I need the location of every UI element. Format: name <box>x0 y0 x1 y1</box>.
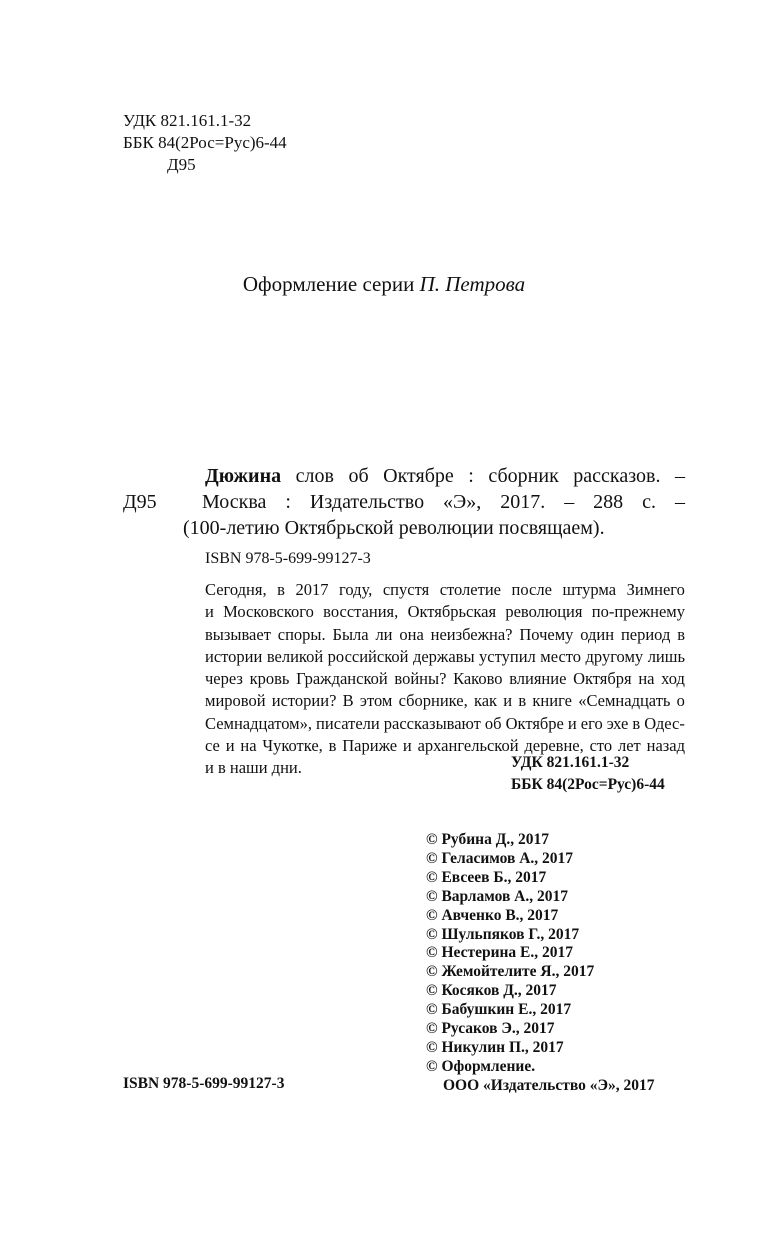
annotation-word: в <box>518 691 527 711</box>
annotation-word: ли <box>375 624 393 644</box>
isbn-bottom: ISBN 978-5-699-99127-3 <box>123 1075 285 1092</box>
annotation-word: спустя <box>382 580 430 599</box>
annotation-word: лишь <box>647 646 685 666</box>
annotation-word: Была <box>332 624 369 644</box>
copyright-line: © Шульпяков Г., 2017 <box>426 925 580 943</box>
annotation-word: штурма <box>562 580 617 599</box>
annotation-line <box>205 668 685 690</box>
annotation-word: восстания, <box>323 602 399 622</box>
annotation-word: Почему <box>519 624 574 644</box>
annotation-word: сборнике, <box>398 691 468 711</box>
annotation-word: Семнадцатом», <box>205 713 312 733</box>
annotation-word: и <box>503 691 513 711</box>
annotation-word: период <box>620 624 671 644</box>
copyright-list <box>426 831 655 1096</box>
annotation-word: она <box>399 624 424 644</box>
annotation-word: на <box>240 736 257 756</box>
annotation-word: ход <box>661 669 685 689</box>
annotation-word: об <box>484 713 502 733</box>
annotation-word: и <box>225 736 235 756</box>
annotation-word: кровь <box>249 669 290 689</box>
udk-code-right: УДК 821.161.1-32 <box>511 754 630 771</box>
annotation-word: Каково <box>453 669 503 689</box>
annotation-word: столетие <box>439 580 501 599</box>
annotation-word: се <box>205 736 220 756</box>
annotation-word: влияние <box>509 669 567 689</box>
catalog-word: слов <box>295 465 334 487</box>
catalog-word: : <box>285 491 291 513</box>
right-classification-codes <box>511 752 665 796</box>
annotation-word: назад <box>646 736 685 756</box>
copyright-line: © Русаков Э., 2017 <box>426 1020 555 1038</box>
catalog-line-2 <box>123 489 685 515</box>
bbk-code: ББК 84(2Рос=Рус)6-44 <box>123 133 287 152</box>
catalog-word: 2017. <box>500 491 546 513</box>
copyright-line: © Нестерина Е., 2017 <box>426 944 574 962</box>
copyright-line: © Геласимов А., 2017 <box>426 849 574 867</box>
annotation-word: один <box>580 624 615 644</box>
classification-codes <box>123 110 287 176</box>
annotation-word: 2017 <box>295 580 329 599</box>
annotation-word: Сегодня, <box>205 580 267 599</box>
annotation-line <box>205 713 685 735</box>
annotation-word: революция <box>505 602 583 622</box>
annotation-word: В <box>342 691 354 711</box>
annotation-word: как <box>473 691 498 711</box>
catalog-word: – <box>564 491 575 513</box>
copyright-line: © Евсеев Б., 2017 <box>426 868 547 886</box>
annotation-word: после <box>511 580 552 599</box>
catalog-word: : <box>468 465 474 487</box>
annotation-word: архангельской <box>417 736 519 756</box>
catalog-word: об <box>348 465 369 487</box>
copyright-line: © Авченко В., 2017 <box>426 906 559 924</box>
catalog-word: «Э», <box>443 491 482 513</box>
catalog-word: Октябре <box>383 465 454 487</box>
annotation-word: Московского <box>223 602 314 622</box>
annotation-word: великой <box>266 646 324 666</box>
annotation-word: Париже <box>342 736 398 756</box>
annotation-word: Гражданской <box>296 669 388 689</box>
copyright-line: © Варламов А., 2017 <box>426 887 569 905</box>
annotation-word: истории? <box>271 691 337 711</box>
annotation-word: эхе <box>606 713 629 733</box>
annotation-word: в <box>677 624 685 644</box>
catalog-word: 288 <box>593 491 624 513</box>
annotation-line <box>205 646 685 668</box>
annotation-word: Октября <box>573 669 632 689</box>
annotation-word: и <box>205 602 214 622</box>
annotation-word: сто <box>589 736 613 756</box>
catalog-word: Издательство <box>309 491 425 513</box>
copyright-line: © Рубина Д., 2017 <box>426 831 549 848</box>
annotation-word: на <box>638 669 655 689</box>
annotation-word: Чукотке, <box>262 736 323 756</box>
annotation-word: другому <box>585 646 644 666</box>
copyright-line: © Косяков Д., 2017 <box>426 982 557 1000</box>
copyright-line: © Жемойтелите Я., 2017 <box>426 963 595 981</box>
catalog-word: сборник <box>488 465 559 487</box>
author-mark: Д95 <box>167 155 196 174</box>
annotation-word: о <box>676 691 685 711</box>
annotation-word: Одес- <box>644 713 685 733</box>
catalog-word: – <box>674 465 685 487</box>
annotation-word: через <box>205 669 243 689</box>
annotation-word: в <box>328 736 337 756</box>
annotation-word: Зимнего <box>626 580 685 599</box>
annotation-word: в <box>632 713 641 733</box>
catalog-entry <box>123 463 685 541</box>
annotation-word: войны? <box>394 669 447 689</box>
annotation-word: Октябре <box>505 713 564 733</box>
catalog-code: Д95 <box>123 491 157 513</box>
annotation-word: вызывает <box>205 624 271 644</box>
catalog-word: – <box>674 491 685 513</box>
annotation-line <box>205 579 685 601</box>
annotation-word: российской <box>327 646 409 666</box>
catalog-lead-word: Дюжина <box>205 465 282 487</box>
annotation-word: уступил <box>479 646 536 666</box>
design-credit-name: П. Петрова <box>419 272 526 296</box>
annotation-word: и <box>567 713 577 733</box>
annotation-word: писатели <box>316 713 380 733</box>
catalog-word: с. <box>642 491 657 513</box>
catalog-word: рассказов. <box>573 465 661 487</box>
annotation-word: в <box>277 580 285 599</box>
annotation-word: Октябрьская <box>407 602 497 622</box>
annotation-word: истории <box>205 646 263 666</box>
annotation-word: рассказывают <box>383 713 481 733</box>
copyright-line: © Бабушкин Е., 2017 <box>426 1001 572 1019</box>
annotation-word: книге <box>532 691 572 711</box>
annotation-word: «Семнадцать <box>578 691 671 711</box>
series-design-credit <box>0 272 768 297</box>
annotation-line <box>205 690 685 712</box>
catalog-word: Москва <box>201 491 267 513</box>
annotation-word: неизбежна? <box>430 624 513 644</box>
annotation-word: державы <box>412 646 475 666</box>
bbk-code-right: ББК 84(2Рос=Рус)6-44 <box>511 776 665 793</box>
catalog-isbn: ISBN 978-5-699-99127-3 <box>205 550 371 567</box>
annotation-word: лет <box>618 736 641 756</box>
annotation-word: этом <box>359 691 393 711</box>
annotation-line <box>205 601 685 623</box>
udk-code: УДК 821.161.1-32 <box>123 111 252 130</box>
copyright-publisher: ООО «Издательство «Э», 2017 <box>443 1076 655 1094</box>
annotation-word: его <box>580 713 603 733</box>
design-credit-prefix: Оформление серии <box>242 272 415 296</box>
annotation-word: году, <box>339 580 373 599</box>
annotation-word: деревне, <box>524 736 584 756</box>
catalog-line-1 <box>123 463 685 489</box>
annotation-word: место <box>540 646 582 666</box>
annotation-line <box>205 624 685 646</box>
annotation-line: и в наши дни. <box>205 758 302 778</box>
annotation-word: по-прежнему <box>591 602 685 622</box>
annotation-word: и <box>402 736 412 756</box>
annotation-word: споры. <box>277 624 326 644</box>
catalog-line-3: (100-летию Октябрьской революции посвящаем). <box>183 517 605 539</box>
copyright-line: © Оформление. <box>426 1057 536 1075</box>
copyright-line: © Никулин П., 2017 <box>426 1038 564 1056</box>
annotation-word: мировой <box>205 691 266 711</box>
annotation <box>205 579 685 780</box>
